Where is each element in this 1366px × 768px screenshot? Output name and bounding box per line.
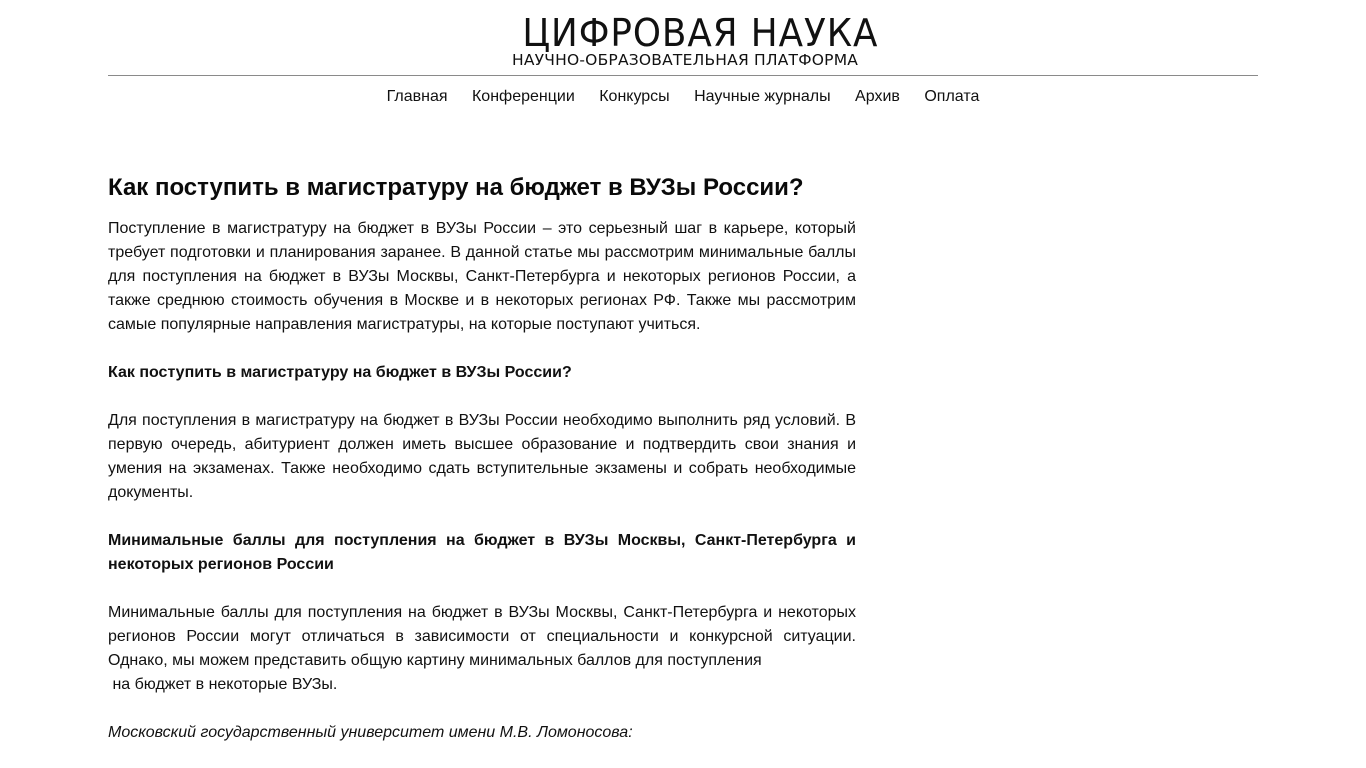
university-label: Московский государственный университет имени М.В. Ломоносова: [108,724,633,741]
logo-title: ЦИФРОВАЯ НАУКА [522,11,879,55]
section-paragraph-2: Минимальные баллы для поступления на бюджет в ВУЗы Москвы, Санкт-Петербурга и некоторых регионов России могут отличаться в зависимости от специальности и конкурсной ситуации. Однако, мы можем представить общую картину минимальных баллов для поступления [108,604,856,669]
spacer [108,337,856,361]
spacer [108,385,856,409]
article [108,170,856,745]
section-heading-1: Как поступить в магистратуру на бюджет в ВУЗы России? [108,364,572,381]
nav-item-archive[interactable]: Архив [855,88,900,105]
spacer [108,577,856,601]
spacer [108,505,856,529]
nav-item-payment[interactable]: Оплата [924,88,980,105]
article-intro: Поступление в магистратуру на бюджет в ВУЗы России – это серьезный шаг в карьере, который требует подготовки и планирования заранее. В данной статье мы рассмотрим минимальные баллы для поступления на бюджет в ВУЗы Москвы, Санкт-Петербурга и некоторых регионов России, а также среднюю стоимость обучения в Москве и в некоторых регионах РФ. Также мы рассмотрим самые популярные направления магистратуры, на которые поступают учиться. [108,220,856,333]
site-logo[interactable] [512,11,879,69]
nav-item-contests[interactable]: Конкурсы [599,88,670,105]
article-title: Как поступить в магистратуру на бюджет в ВУЗы России? [108,174,804,201]
nav-item-conferences[interactable]: Конференции [471,88,575,105]
nav-item-journals[interactable]: Научные журналы [694,88,831,105]
section-paragraph-2-tail: на бюджет в некоторые ВУЗы. [108,676,338,693]
section-paragraph-1: Для поступления в магистратуру на бюджет в ВУЗы России необходимо выполнить ряд условий. В первую очередь, абитуриент должен иметь высшее образование и подтвердить свои знания и умения на экзаменах. Также необходимо сдать вступительные экзамены и собрать необходимые документы. [108,412,856,501]
main-nav [0,86,1366,108]
site-header [108,0,1258,76]
nav-item-home[interactable]: Главная [386,88,448,105]
section-heading-2: Минимальные баллы для поступления на бюджет в ВУЗы Москвы, Санкт-Петербурга и некоторых регионов России [108,532,856,573]
logo-subtitle: НАУЧНО-ОБРАЗОВАТЕЛЬНАЯ ПЛАТФОРМА [512,51,859,69]
spacer [108,697,856,721]
